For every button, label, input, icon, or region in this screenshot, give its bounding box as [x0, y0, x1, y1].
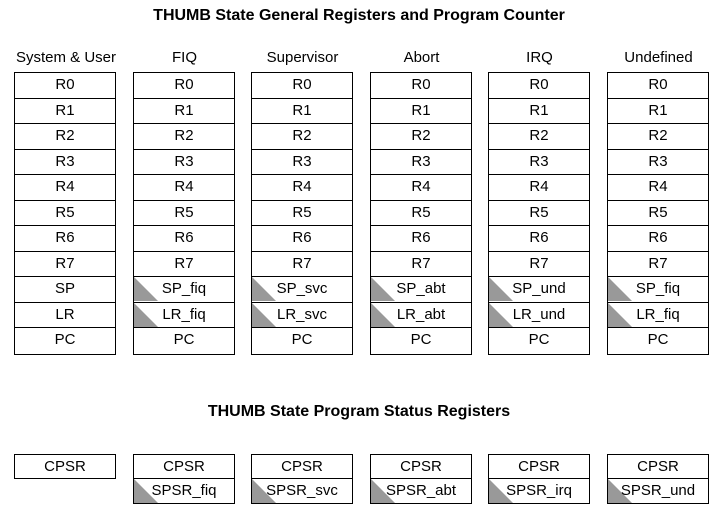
- register-cell: [371, 277, 471, 303]
- register-cell: [134, 150, 234, 176]
- register-label: R3: [411, 152, 431, 170]
- mode-name-irq: IRQ: [526, 49, 553, 66]
- spsr-cell: [370, 479, 472, 504]
- register-column-abort: [370, 72, 472, 355]
- mode-name-system-user: System & User: [15, 49, 117, 66]
- psr-column-abort: [370, 454, 472, 504]
- register-label: R0: [174, 76, 194, 93]
- register-label: R2: [174, 127, 194, 144]
- register-cell: [252, 175, 352, 201]
- psr-label: CPSR: [44, 458, 86, 475]
- psr-column-fiq: [133, 454, 235, 504]
- psr-column-irq: [488, 454, 590, 504]
- register-cell: [15, 328, 115, 354]
- register-cell: [489, 303, 589, 329]
- general-registers-title: THUMB State General Registers and Program Counter: [153, 7, 565, 24]
- register-cell: [252, 150, 352, 176]
- psr-label: CPSR: [518, 458, 560, 475]
- register-cell: [15, 73, 115, 99]
- register-cell: [489, 226, 589, 252]
- register-label: R6: [529, 229, 549, 246]
- register-cell: [489, 175, 589, 201]
- register-label: R7: [411, 254, 431, 272]
- register-cell: [15, 252, 115, 278]
- register-label: SP_und: [512, 280, 566, 297]
- psr-column-system-user: [14, 454, 116, 479]
- register-cell: [252, 226, 352, 252]
- psr-label: CPSR: [163, 458, 205, 475]
- register-cell: [15, 226, 115, 252]
- status-registers-title: THUMB State Program Status Registers: [207, 403, 511, 420]
- register-cell: [371, 73, 471, 99]
- register-label: PC: [54, 331, 76, 348]
- register-label: R3: [292, 152, 312, 170]
- psr-label: SPSR_und: [620, 482, 696, 499]
- register-label: R7: [529, 254, 549, 272]
- register-cell: [252, 99, 352, 125]
- register-label: R3: [529, 152, 549, 170]
- banked-register-marker: [489, 277, 513, 301]
- banked-register-marker: [371, 277, 395, 301]
- register-cell: [134, 277, 234, 303]
- spsr-cell: [488, 479, 590, 504]
- register-label: R6: [411, 229, 431, 246]
- register-cell: [15, 124, 115, 150]
- register-label: R1: [529, 101, 549, 119]
- register-label: R5: [292, 203, 312, 221]
- register-label: R2: [529, 127, 549, 144]
- banked-register-marker: [134, 303, 158, 327]
- spsr-cell: [133, 479, 235, 504]
- register-cell: [608, 252, 708, 278]
- register-cell: [489, 99, 589, 125]
- register-label: R1: [411, 101, 431, 119]
- register-column-irq: [488, 72, 590, 355]
- register-cell: [489, 124, 589, 150]
- register-label: R3: [174, 152, 194, 170]
- psr-label: SPSR_fiq: [151, 482, 217, 499]
- register-label: R3: [648, 152, 668, 170]
- register-cell: [134, 73, 234, 99]
- register-cell: [608, 73, 708, 99]
- register-label: LR_und: [512, 305, 566, 323]
- psr-label: CPSR: [281, 458, 323, 475]
- register-label: R0: [55, 76, 75, 93]
- cpsr-cell: [488, 454, 590, 479]
- register-cell: [252, 277, 352, 303]
- register-label: R0: [411, 76, 431, 93]
- register-label: R5: [174, 203, 194, 221]
- register-column-undefined: [607, 72, 709, 355]
- register-label: PC: [291, 331, 313, 348]
- psr-column-undefined: [607, 454, 709, 504]
- register-cell: [134, 226, 234, 252]
- psr-label: SPSR_svc: [266, 482, 338, 499]
- register-cell: [134, 201, 234, 227]
- cpsr-cell: [14, 454, 116, 479]
- register-cell: [15, 150, 115, 176]
- cpsr-cell: [133, 454, 235, 479]
- register-label: LR: [55, 305, 75, 323]
- spsr-cell: [607, 479, 709, 504]
- register-label: SP_fiq: [161, 280, 207, 297]
- register-label: PC: [410, 331, 432, 348]
- register-label: R5: [55, 203, 75, 221]
- cpsr-cell: [370, 454, 472, 479]
- psr-label: SPSR_abt: [385, 482, 457, 499]
- register-label: SP_svc: [276, 280, 328, 297]
- register-label: R3: [55, 152, 75, 170]
- mode-name-fiq: FIQ: [172, 49, 197, 66]
- register-cell: [608, 303, 708, 329]
- register-cell: [608, 226, 708, 252]
- register-label: LR_fiq: [162, 305, 206, 323]
- register-cell: [489, 150, 589, 176]
- banked-register-marker: [252, 277, 276, 301]
- register-label: LR_fiq: [636, 305, 680, 323]
- register-cell: [371, 150, 471, 176]
- register-label: R1: [648, 101, 668, 119]
- register-label: PC: [647, 331, 669, 348]
- register-label: LR_svc: [276, 305, 328, 323]
- register-label: R2: [55, 127, 75, 144]
- register-cell: [608, 150, 708, 176]
- register-cell: [134, 328, 234, 354]
- register-cell: [134, 124, 234, 150]
- register-label: R4: [648, 178, 668, 195]
- register-cell: [134, 252, 234, 278]
- register-cell: [608, 175, 708, 201]
- register-column-supervisor: [251, 72, 353, 355]
- register-cell: [252, 124, 352, 150]
- register-label: SP_abt: [396, 280, 446, 297]
- register-label: R4: [529, 178, 549, 195]
- banked-register-marker: [371, 303, 395, 327]
- register-cell: [489, 328, 589, 354]
- register-cell: [608, 99, 708, 125]
- register-cell: [15, 99, 115, 125]
- psr-label: CPSR: [637, 458, 679, 475]
- spsr-cell: [251, 479, 353, 504]
- register-label: R6: [292, 229, 312, 246]
- register-cell: [608, 124, 708, 150]
- register-label: R6: [648, 229, 668, 246]
- register-cell: [608, 277, 708, 303]
- register-column-fiq: [133, 72, 235, 355]
- register-label: R7: [292, 254, 312, 272]
- register-cell: [252, 328, 352, 354]
- register-label: R7: [174, 254, 194, 272]
- register-label: R4: [55, 178, 75, 195]
- register-cell: [371, 175, 471, 201]
- banked-register-marker: [608, 303, 632, 327]
- mode-name-abort: Abort: [403, 49, 440, 66]
- register-label: R7: [55, 254, 75, 272]
- register-label: R4: [174, 178, 194, 195]
- register-cell: [134, 99, 234, 125]
- register-cell: [15, 303, 115, 329]
- cpsr-cell: [607, 454, 709, 479]
- psr-label: SPSR_irq: [506, 482, 572, 499]
- register-label: R0: [529, 76, 549, 93]
- register-cell: [371, 252, 471, 278]
- register-cell: [252, 252, 352, 278]
- register-label: R4: [411, 178, 431, 195]
- register-label: PC: [528, 331, 550, 348]
- register-label: R1: [55, 101, 75, 119]
- register-cell: [134, 175, 234, 201]
- register-label: LR_abt: [396, 305, 446, 323]
- register-label: R6: [55, 229, 75, 246]
- register-cell: [252, 73, 352, 99]
- register-cell: [489, 252, 589, 278]
- register-cell: [371, 99, 471, 125]
- psr-column-supervisor: [251, 454, 353, 504]
- register-cell: [15, 277, 115, 303]
- register-cell: [371, 303, 471, 329]
- register-label: SP_fiq: [635, 280, 681, 297]
- register-cell: [371, 124, 471, 150]
- register-cell: [489, 277, 589, 303]
- register-cell: [608, 201, 708, 227]
- register-cell: [252, 201, 352, 227]
- register-label: R5: [648, 203, 668, 221]
- register-cell: [489, 73, 589, 99]
- register-cell: [608, 328, 708, 354]
- register-label: PC: [173, 331, 195, 348]
- psr-label: CPSR: [400, 458, 442, 475]
- register-label: R6: [174, 229, 194, 246]
- banked-register-marker: [252, 303, 276, 327]
- register-cell: [489, 201, 589, 227]
- register-cell: [15, 175, 115, 201]
- mode-name-supervisor: Supervisor: [266, 49, 339, 66]
- register-label: R0: [648, 76, 668, 93]
- register-label: R2: [648, 127, 668, 144]
- cpsr-cell: [251, 454, 353, 479]
- register-label: R5: [529, 203, 549, 221]
- banked-register-marker: [608, 277, 632, 301]
- register-label: R0: [292, 76, 312, 93]
- register-cell: [371, 328, 471, 354]
- banked-register-marker: [134, 277, 158, 301]
- register-cell: [252, 303, 352, 329]
- register-label: R7: [648, 254, 668, 272]
- register-label: R2: [411, 127, 431, 144]
- register-label: R4: [292, 178, 312, 195]
- banked-register-marker: [489, 303, 513, 327]
- register-column-system-user: [14, 72, 116, 355]
- register-label: R5: [411, 203, 431, 221]
- register-label: SP: [54, 280, 75, 297]
- register-cell: [15, 201, 115, 227]
- register-label: R1: [174, 101, 194, 119]
- mode-name-undefined: Undefined: [624, 49, 693, 66]
- register-cell: [134, 303, 234, 329]
- register-cell: [371, 226, 471, 252]
- register-label: R2: [292, 127, 312, 144]
- register-label: R1: [292, 101, 312, 119]
- register-cell: [371, 201, 471, 227]
